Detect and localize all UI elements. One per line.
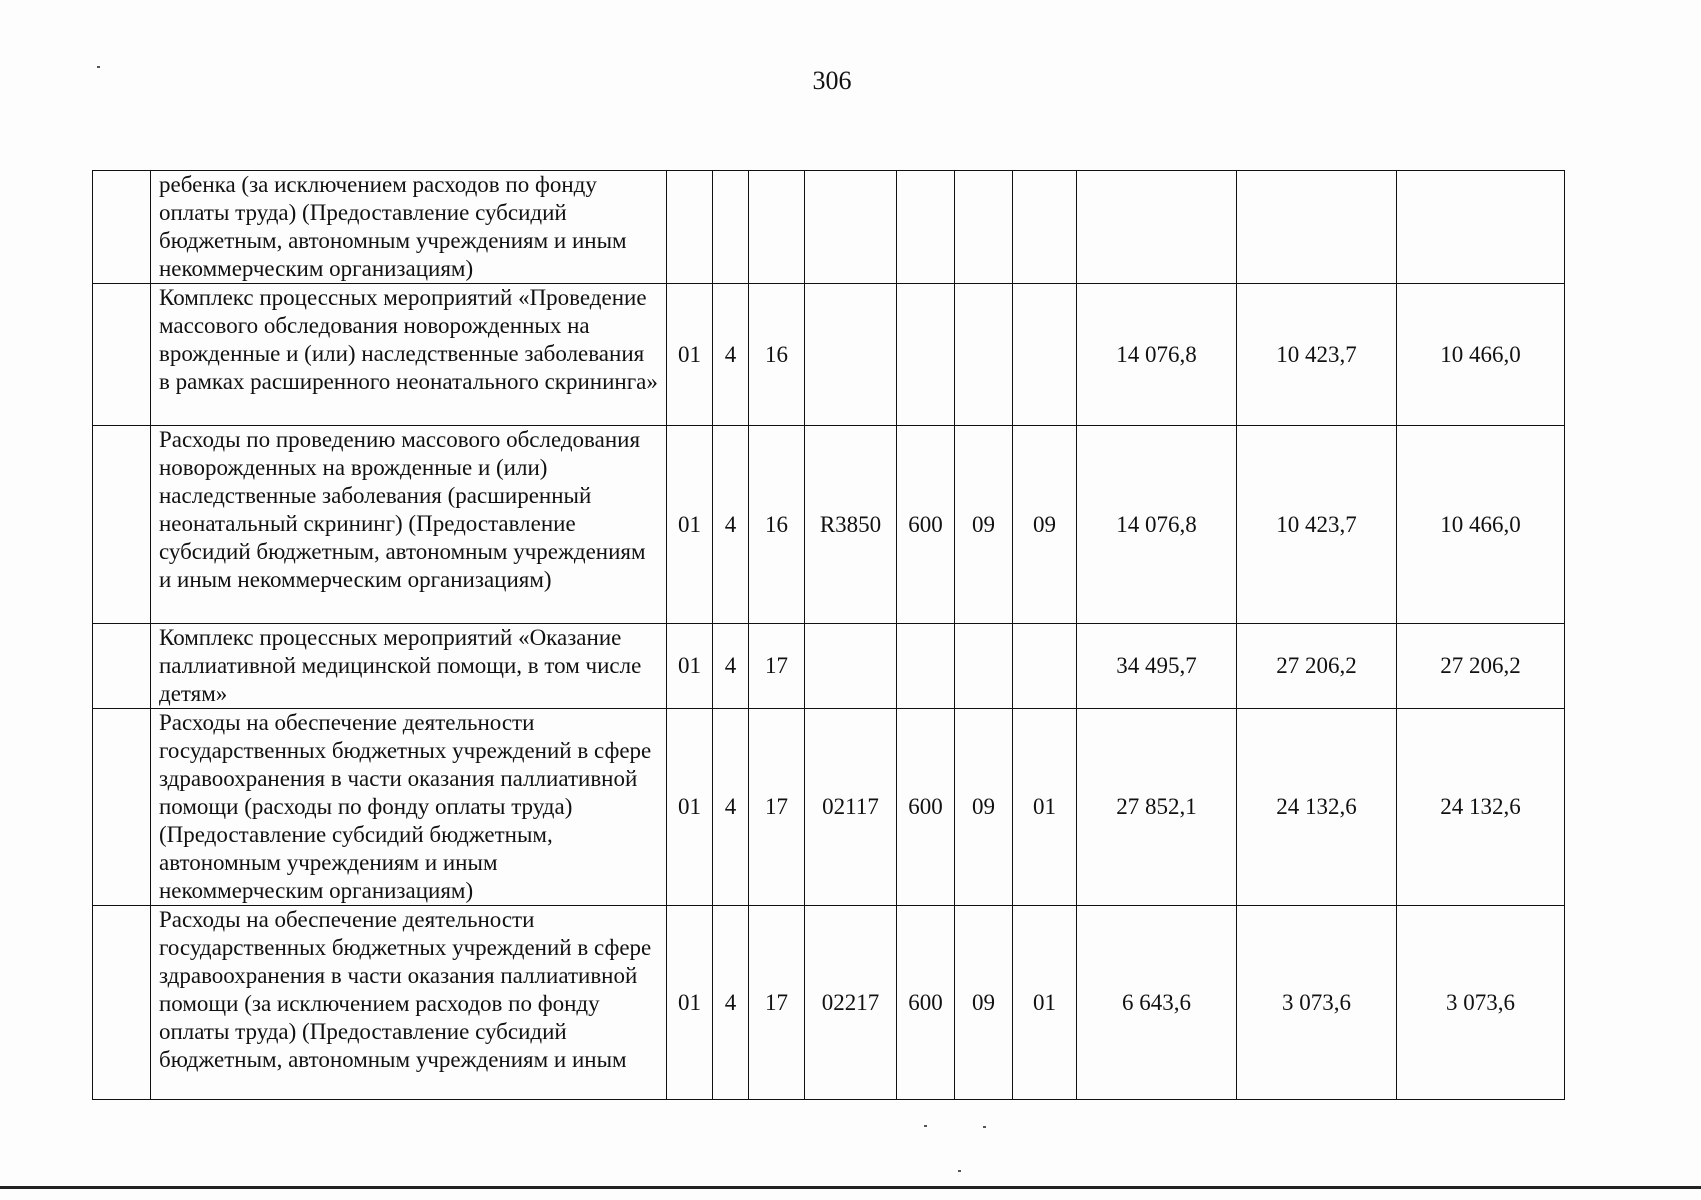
cell-c3: 16 <box>749 426 805 624</box>
cell-c5: 600 <box>897 709 955 906</box>
cell-c7 <box>1013 284 1077 426</box>
cell-c3: 16 <box>749 284 805 426</box>
cell-v2024: 14 076,8 <box>1077 284 1237 426</box>
cell-c4 <box>805 171 897 284</box>
table-body <box>93 171 1565 1100</box>
cell-v2026: 3 073,6 <box>1397 906 1565 1100</box>
cell-c2: 4 <box>713 284 749 426</box>
table-row <box>93 624 1565 709</box>
description-cell: Комплекс процессных мероприятий «Проведение массового обследования новорожденных на врожденные и (или) наследственные заболевания в рамках расширенного неонатального скрининга» <box>151 284 667 426</box>
cell-v2026: 10 466,0 <box>1397 284 1565 426</box>
cell-c6: 09 <box>955 426 1013 624</box>
scan-speck <box>983 1126 986 1128</box>
description-cell: Расходы на обеспечение деятельности государственных бюджетных учреждений в сфере здравоохранения в части оказания паллиативной помощи (за исключением расходов по фонду оплаты труда) (Предоставление субсидий бюджетным, автономным учреждениям и иным <box>151 906 667 1100</box>
cell-c4: R3850 <box>805 426 897 624</box>
scan-speck <box>958 1170 961 1172</box>
scan-speck <box>97 66 100 68</box>
cell-c6 <box>955 624 1013 709</box>
cell-c7: 09 <box>1013 426 1077 624</box>
table-row <box>93 171 1565 284</box>
cell-v2024: 27 852,1 <box>1077 709 1237 906</box>
row-number-cell <box>93 624 151 709</box>
cell-c7: 01 <box>1013 709 1077 906</box>
cell-v2026: 10 466,0 <box>1397 426 1565 624</box>
cell-c1 <box>667 171 713 284</box>
cell-c2: 4 <box>713 624 749 709</box>
cell-c6: 09 <box>955 709 1013 906</box>
cell-c5 <box>897 624 955 709</box>
cell-c3: 17 <box>749 906 805 1100</box>
cell-v2026: 24 132,6 <box>1397 709 1565 906</box>
cell-c5: 600 <box>897 426 955 624</box>
row-number-cell <box>93 284 151 426</box>
cell-c2: 4 <box>713 709 749 906</box>
cell-c4 <box>805 624 897 709</box>
cell-v2026: 27 206,2 <box>1397 624 1565 709</box>
cell-c6: 09 <box>955 906 1013 1100</box>
table-row <box>93 284 1565 426</box>
description-cell: Расходы по проведению массового обследования новорожденных на врожденные и (или) наследственные заболевания (расширенный неонатальный скрининг) (Предоставление субсидий бюджетным, автономным учреждениям и иным некоммерческим организациям) <box>151 426 667 624</box>
budget-table <box>92 170 1565 1100</box>
cell-c1: 01 <box>667 426 713 624</box>
table-row <box>93 426 1565 624</box>
cell-c3: 17 <box>749 709 805 906</box>
cell-c5 <box>897 284 955 426</box>
cell-v2025: 3 073,6 <box>1237 906 1397 1100</box>
row-number-cell <box>93 906 151 1100</box>
page-number: 306 <box>812 66 852 95</box>
cell-c5: 600 <box>897 906 955 1100</box>
row-number-cell <box>93 709 151 906</box>
cell-v2025: 10 423,7 <box>1237 284 1397 426</box>
cell-c5 <box>897 171 955 284</box>
row-number-cell <box>93 426 151 624</box>
cell-c6 <box>955 171 1013 284</box>
row-number-cell <box>93 171 151 284</box>
cell-c1: 01 <box>667 624 713 709</box>
cell-v2024: 6 643,6 <box>1077 906 1237 1100</box>
cell-c6 <box>955 284 1013 426</box>
cell-c3: 17 <box>749 624 805 709</box>
cell-c7 <box>1013 624 1077 709</box>
cell-v2024: 34 495,7 <box>1077 624 1237 709</box>
cell-c2 <box>713 171 749 284</box>
scan-speck <box>924 1125 927 1127</box>
description-cell: Комплекс процессных мероприятий «Оказание паллиативной медицинской помощи, в том числе детям» <box>151 624 667 709</box>
cell-v2026 <box>1397 171 1565 284</box>
cell-c4: 02117 <box>805 709 897 906</box>
cell-c7 <box>1013 171 1077 284</box>
cell-v2025: 27 206,2 <box>1237 624 1397 709</box>
cell-c1: 01 <box>667 709 713 906</box>
cell-c2: 4 <box>713 426 749 624</box>
cell-c2: 4 <box>713 906 749 1100</box>
description-cell: Расходы на обеспечение деятельности государственных бюджетных учреждений в сфере здравоохранения в части оказания паллиативной помощи (расходы по фонду оплаты труда) (Предоставление субсидий бюджетным, автономным учреждениям и иным некоммерческим организациям) <box>151 709 667 906</box>
cell-c7: 01 <box>1013 906 1077 1100</box>
cell-c4 <box>805 284 897 426</box>
cell-v2025: 24 132,6 <box>1237 709 1397 906</box>
table-row <box>93 906 1565 1100</box>
description-cell: ребенка (за исключением расходов по фонду оплаты труда) (Предоставление субсидий бюджетным, автономным учреждениям и иным некоммерческим организациям) <box>151 171 667 284</box>
cell-c1: 01 <box>667 284 713 426</box>
table-row <box>93 709 1565 906</box>
cell-v2025 <box>1237 171 1397 284</box>
cell-v2024: 14 076,8 <box>1077 426 1237 624</box>
cell-v2024 <box>1077 171 1237 284</box>
cell-c3 <box>749 171 805 284</box>
cell-v2025: 10 423,7 <box>1237 426 1397 624</box>
cell-c4: 02217 <box>805 906 897 1100</box>
bottom-rule <box>0 1186 1701 1189</box>
cell-c1: 01 <box>667 906 713 1100</box>
